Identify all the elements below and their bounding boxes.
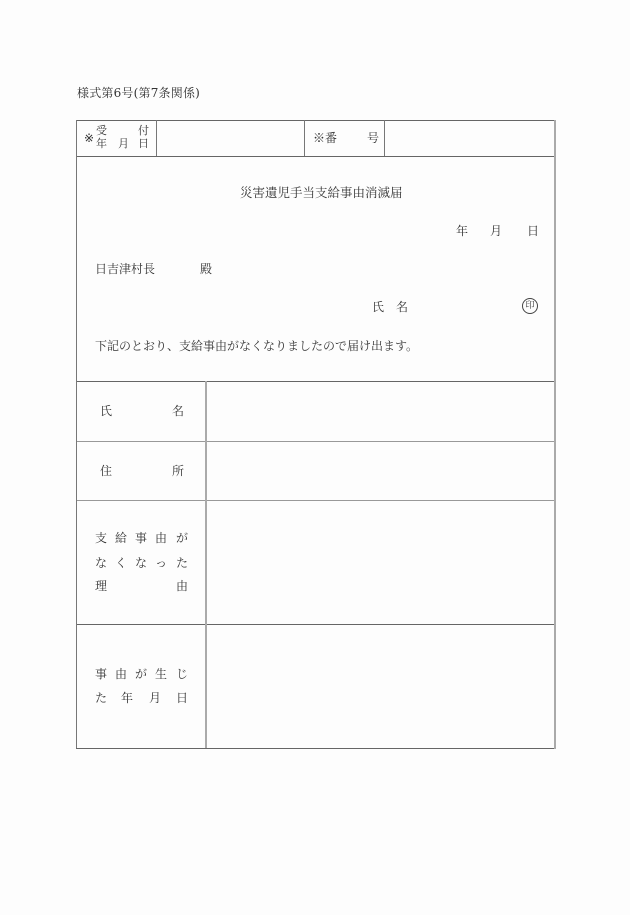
header-col-divider-2 — [304, 120, 305, 156]
label-col-divider — [205, 381, 207, 748]
row-address-label-2: 所 — [172, 464, 185, 478]
document-title: 災害遺児手当支給事由消滅届 — [240, 185, 403, 200]
receipt-date-field[interactable] — [158, 122, 303, 155]
row-name-label-2: 名 — [172, 404, 185, 418]
applicant-name-label-2: 名 — [396, 300, 409, 314]
row-divider-1 — [76, 441, 556, 442]
form-id: 様式第6号(第7条関係) — [77, 86, 201, 100]
date-month: 月 — [490, 224, 503, 238]
receipt-mark: ※ — [84, 131, 95, 145]
row-name-label-1: 氏 — [100, 404, 113, 418]
number-label-suffix: 号 — [367, 131, 380, 145]
header-col-divider-1 — [156, 120, 157, 156]
row-reason-field[interactable] — [208, 502, 553, 623]
frame-body-bottom — [76, 381, 556, 382]
frame-left — [76, 120, 77, 748]
header-col-divider-3 — [384, 120, 385, 156]
date-day: 日 — [527, 224, 540, 238]
applicant-name-label-1: 氏 — [372, 300, 385, 314]
frame-bottom — [76, 748, 556, 749]
honorific: 殿 — [200, 262, 213, 276]
row-name-field[interactable] — [208, 383, 553, 440]
addressee: 日吉津村長 — [95, 262, 156, 276]
row-divider-3 — [76, 624, 556, 625]
statement: 下記のとおり、支給事由がなくなりましたので届け出ます。 — [95, 339, 419, 353]
receipt-date-label: ※ 受 付 年 月 日 — [84, 124, 149, 150]
seal-icon: 印 — [522, 298, 538, 314]
applicant-name-field[interactable] — [412, 296, 517, 314]
frame-right — [554, 120, 556, 749]
row-divider-2 — [76, 500, 556, 501]
frame-header-bottom — [76, 156, 556, 157]
row-address-label-1: 住 — [100, 464, 113, 478]
row-date-occurred-field[interactable] — [208, 626, 553, 747]
number-field[interactable] — [386, 122, 553, 155]
date-year: 年 — [456, 224, 469, 238]
number-label: ※番 — [313, 131, 338, 145]
frame-top — [76, 120, 556, 121]
row-address-field[interactable] — [208, 443, 553, 499]
